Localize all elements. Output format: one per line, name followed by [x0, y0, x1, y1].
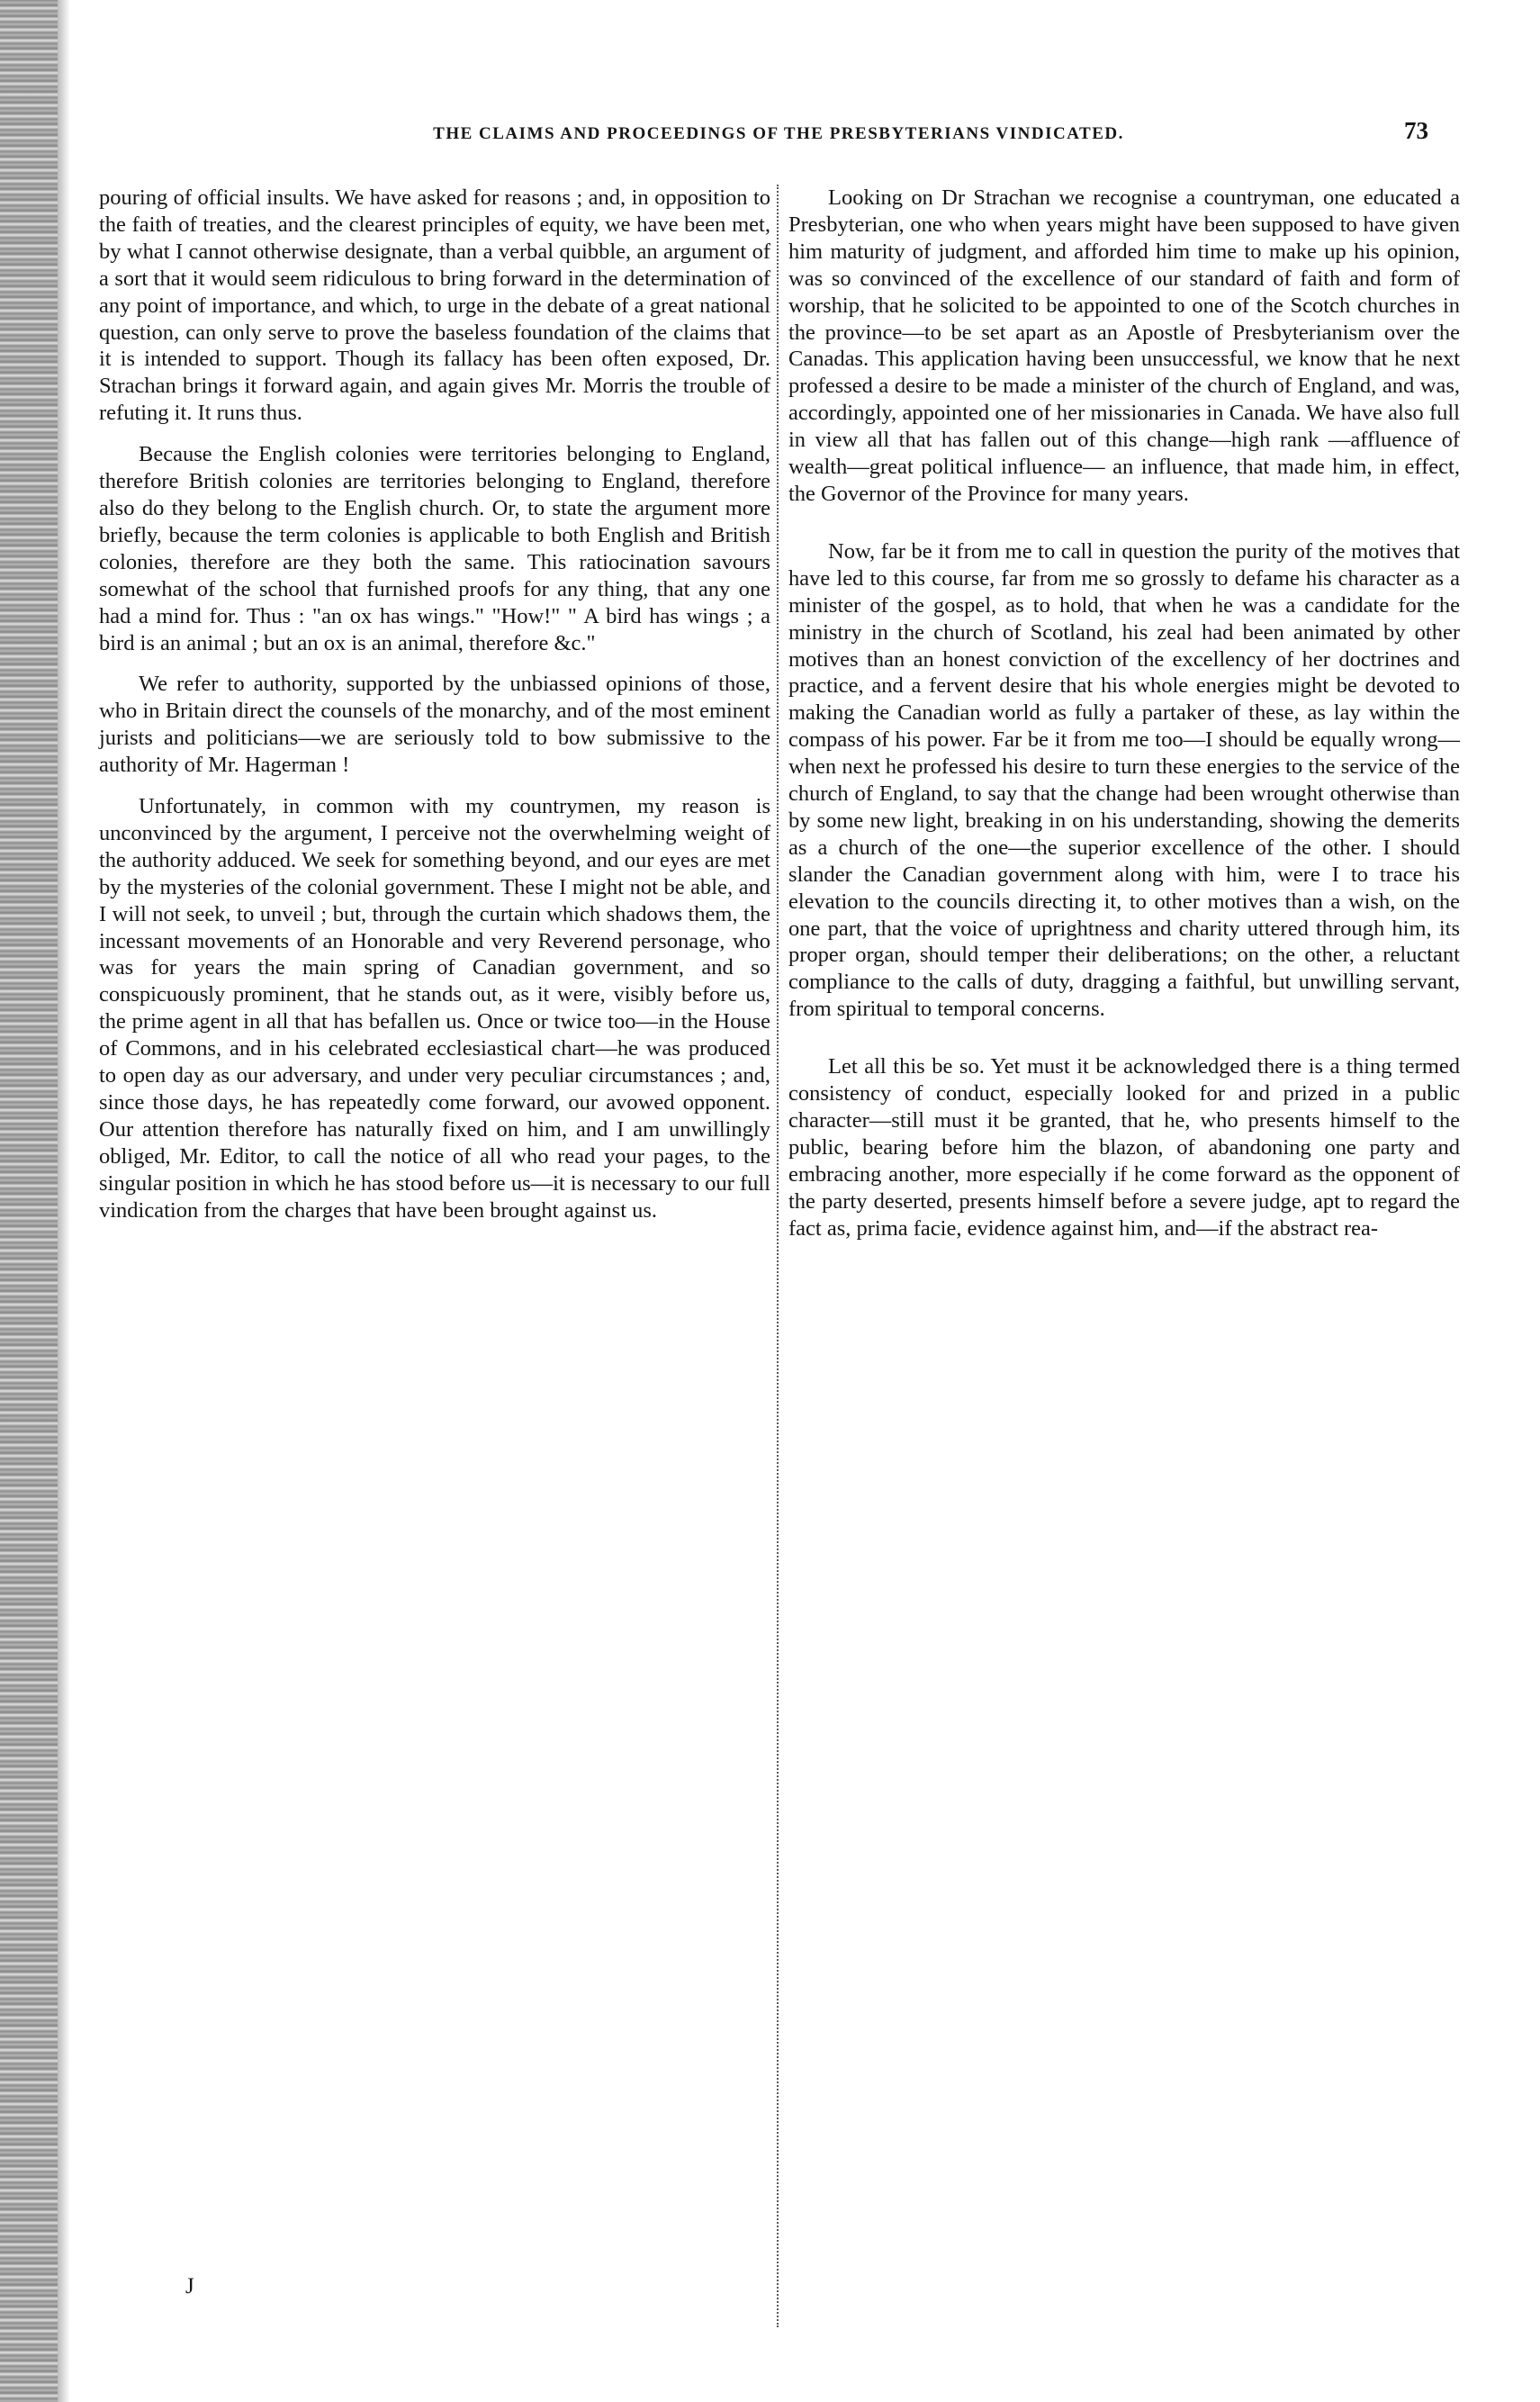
- left-paragraph-2: Because the English colonies were territories belonging to England, therefore British colonies are territories belonging to England, therefore also do they belong to the English church. Or, to state the argument more briefly, because the term colonies is applicable to both English and British colonies, therefore are they both the same. This ratiocination savours somewhat of the school that furnished proofs for any thing, that any one had a mind for. Thus : "an ox has wings." "How!" " A bird has wings ; a bird is an animal ; but an ox is an animal, therefore &c.": [99, 442, 770, 655]
- signature-initial: J: [185, 2274, 194, 2298]
- running-head: THE CLAIMS AND PROCEEDINGS OF THE PRESBYTERIANS VINDICATED.: [433, 124, 1124, 143]
- page-number: 73: [1404, 117, 1428, 144]
- left-column: [99, 185, 770, 1224]
- right-paragraph-2: Now, far be it from me to call in question the purity of the motives that have led to this course, far from me so grossly to defame his character as a minister of the gospel, as to hold, that when he was a candidate for the ministry in the church of Scotland, his zeal had been animated by other motives than an honest conviction of the excellency of her doctrines and practice, and a fervent desire that his whole energies might be devoted to making the Canadian world as fully a partaker of these, as lay within the compass of his power. Far be it from me too—I should be equally wrong—when next he professed his desire to turn these energies to the service of the church of England, to say that the change had been wrought otherwise than by some new light, breaking in on his understanding, showing the demerits as a church of the one—the superior excellence of the other. I should slander the Canadian government along with him, were I to trace his elevation to the councils directing it, to other motives than a wish, on the one part, that the voice of uprightness and charity uttered through him, its proper organ, should temper their deliberations; on the other, a reluctant compliance to the calls of duty, dragging a faithful, but unwilling servant, from spiritual to temporal concerns.: [788, 538, 1460, 1022]
- column-divider: [777, 185, 779, 2327]
- right-paragraph-1: Looking on Dr Strachan we recognise a countryman, one educated a Presbyterian, one who when years might have been supposed to have given him maturity of judgment, and afforded him time to make up his opinion, was so convinced of the excellence of our standard of faith and form of worship, that he solicited to be appointed to one of the Scotch churches in the province—to be set apart as an Apostle of Presbyterianism over the Canadas. This application having been unsuccessful, we know that he next professed a desire to be made a minister of the church of England, and was, accordingly, appointed one of her missionaries in Canada. We have also full in view all that has fallen out of this change—high rank —affluence of wealth—great political influence— an influence, that made him, in effect, the Governor of the Province for many years.: [788, 185, 1460, 506]
- left-paragraph-3: We refer to authority, supported by the unbiassed opinions of those, who in Britain direct the counsels of the monarchy, and of the most eminent jurists and politicians—we are seriously told to bow submissive to the authority of Mr. Hagerman !: [99, 672, 770, 778]
- left-paragraph-4: Unfortunately, in common with my countrymen, my reason is unconvinced by the argument, I perceive not the overwhelming weight of the authority adduced. We seek for something beyond, and our eyes are met by the mysteries of the colonial government. These I might not be able, and I will not seek, to unveil ; but, through the curtain which shadows them, the incessant movements of an Honorable and very Reverend personage, who was for years the main spring of Canadian government, and so conspicuously prominent, that he stands out, as it were, visibly before us, the prime agent in all that has befallen us. Once or twice too—in the House of Commons, and in his celebrated ecclesiastical chart—he was produced to open day as our adversary, and under very peculiar circumstances ; and, since those days, he has repeatedly come forward, our avowed opponent. Our attention therefore has naturally fixed on him, and I am unwillingly obliged, Mr. Editor, to call the notice of all who read your pages, to the singular position in which he has stood before us—it is necessary to our full vindication from the charges that have been brought against us.: [99, 794, 770, 1223]
- right-paragraph-3: Let all this be so. Yet must it be acknowledged there is a thing termed consistency of conduct, especially looked for and prized in a public character—still must it be granted, that he, who presents himself to the public, bearing before him the blazon, of abandoning one party and embracing another, more especially if he come forward as the opponent of the party deserted, presents himself before a severe judge, apt to regard the fact as, prima facie, evidence against him, and—if the abstract rea-: [788, 1054, 1460, 1241]
- left-paragraph-1: pouring of official insults. We have asked for reasons ; and, in opposition to the faith of treaties, and the clearest principles of equity, we have been met, by what I cannot otherwise designate, than a verbal quibble, an argument of a sort that it would seem ridiculous to bring forward in the determination of any point of importance, and which, to urge in the debate of a great national question, can only serve to prove the baseless foundation of the claims that it is intended to support. Though its fallacy has been often exposed, Dr. Strachan brings it forward again, and again gives Mr. Morris the trouble of refuting it. It runs thus.: [99, 185, 770, 426]
- page-binding-edge: [0, 0, 58, 2402]
- page-binding-shadow: [58, 0, 70, 2402]
- right-column: [788, 185, 1460, 1242]
